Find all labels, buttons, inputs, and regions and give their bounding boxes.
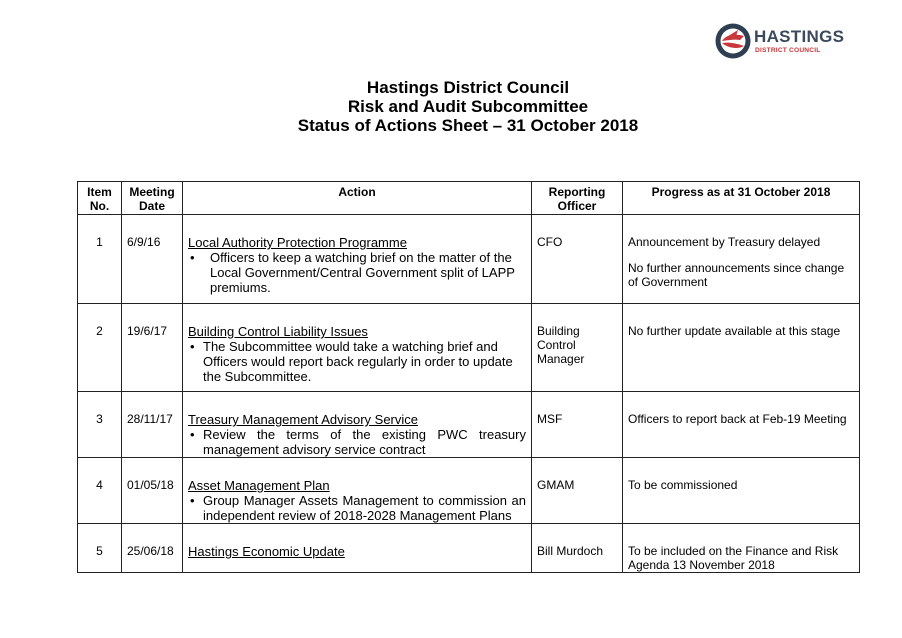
progress-text: Announcement by Treasury delayed bbox=[628, 235, 821, 249]
progress-cell bbox=[623, 458, 860, 524]
item-number: 2 bbox=[78, 304, 122, 392]
progress-text: To be included on the Finance and Risk Agenda 13 November 2018 bbox=[628, 544, 839, 572]
table-row bbox=[78, 524, 860, 573]
progress-text: No further announcements since change of Government bbox=[628, 261, 845, 289]
meeting-date: 01/05/18 bbox=[122, 458, 183, 524]
council-emblem-icon bbox=[714, 22, 752, 60]
action-cell bbox=[183, 392, 532, 458]
action-title: Treasury Management Advisory Service bbox=[188, 412, 419, 427]
progress-text: Officers to report back at Feb-19 Meeting bbox=[628, 412, 847, 426]
action-cell bbox=[183, 215, 532, 304]
table-header-row bbox=[78, 182, 860, 215]
progress-cell bbox=[623, 524, 860, 573]
item-number: 5 bbox=[78, 524, 122, 573]
hastings-logo bbox=[714, 22, 848, 62]
action-title: Asset Management Plan bbox=[188, 478, 330, 493]
bullet-icon: • bbox=[190, 339, 195, 354]
progress-cell bbox=[623, 392, 860, 458]
reporting-officer: GMAM bbox=[532, 458, 623, 524]
meeting-date: 6/9/16 bbox=[122, 215, 183, 304]
table-row bbox=[78, 304, 860, 392]
title-council: Hastings District Council bbox=[366, 78, 570, 97]
meeting-date: 19/6/17 bbox=[122, 304, 183, 392]
action-bullet bbox=[188, 339, 526, 384]
action-cell bbox=[183, 458, 532, 524]
logo-subtitle: DISTRICT COUNCIL bbox=[755, 47, 821, 54]
meeting-date: 28/11/17 bbox=[122, 392, 183, 458]
header-item-no: Item No. bbox=[78, 182, 122, 215]
reporting-officer: Bill Murdoch bbox=[532, 524, 623, 573]
document-title-block bbox=[0, 78, 902, 135]
header-meeting-date: Meeting Date bbox=[122, 182, 183, 215]
bullet-icon: • bbox=[190, 493, 195, 508]
table-row bbox=[78, 458, 860, 524]
progress-cell bbox=[623, 215, 860, 304]
action-title: Building Control Liability Issues bbox=[188, 324, 368, 339]
table-row bbox=[78, 215, 860, 304]
actions-table bbox=[77, 181, 860, 573]
table-row bbox=[78, 392, 860, 458]
reporting-officer: MSF bbox=[532, 392, 623, 458]
header-progress: Progress as at 31 October 2018 bbox=[623, 182, 860, 215]
header-reporting-officer: Reporting Officer bbox=[532, 182, 623, 215]
action-bullet-text: Group Manager Assets Management to commission an independent review of 2018-2028 Management Plans bbox=[203, 493, 526, 523]
title-subcommittee: Risk and Audit Subcommittee bbox=[347, 97, 589, 116]
item-number: 1 bbox=[78, 215, 122, 304]
header-action: Action bbox=[183, 182, 532, 215]
action-bullet-text: Officers to keep a watching brief on the matter of the Local Government/Central Government split of LAPP premiums. bbox=[210, 250, 515, 295]
action-cell bbox=[183, 524, 532, 573]
progress-cell bbox=[623, 304, 860, 392]
action-title: Hastings Economic Update bbox=[188, 544, 345, 559]
action-bullet bbox=[188, 250, 526, 295]
action-cell bbox=[183, 304, 532, 392]
bullet-icon: • bbox=[190, 250, 195, 265]
action-bullet-text: The Subcommittee would take a watching brief and Officers would report back regularly in order to update the Subcommittee. bbox=[203, 339, 513, 384]
reporting-officer: CFO bbox=[532, 215, 623, 304]
action-title: Local Authority Protection Programme bbox=[188, 235, 407, 250]
action-bullet-text: Review the terms of the existing PWC treasury management advisory service contract bbox=[203, 427, 526, 457]
logo-wordmark: HASTINGS bbox=[754, 27, 845, 46]
title-status-sheet: Status of Actions Sheet – 31 October 2018 bbox=[297, 116, 639, 135]
progress-text: No further update available at this stage bbox=[628, 324, 841, 338]
action-bullet bbox=[188, 427, 526, 457]
action-bullet bbox=[188, 493, 526, 523]
reporting-officer: Building Control Manager bbox=[532, 304, 623, 392]
item-number: 3 bbox=[78, 392, 122, 458]
bullet-icon: • bbox=[190, 427, 195, 442]
item-number: 4 bbox=[78, 458, 122, 524]
meeting-date: 25/06/18 bbox=[122, 524, 183, 573]
progress-text: To be commissioned bbox=[628, 478, 738, 492]
